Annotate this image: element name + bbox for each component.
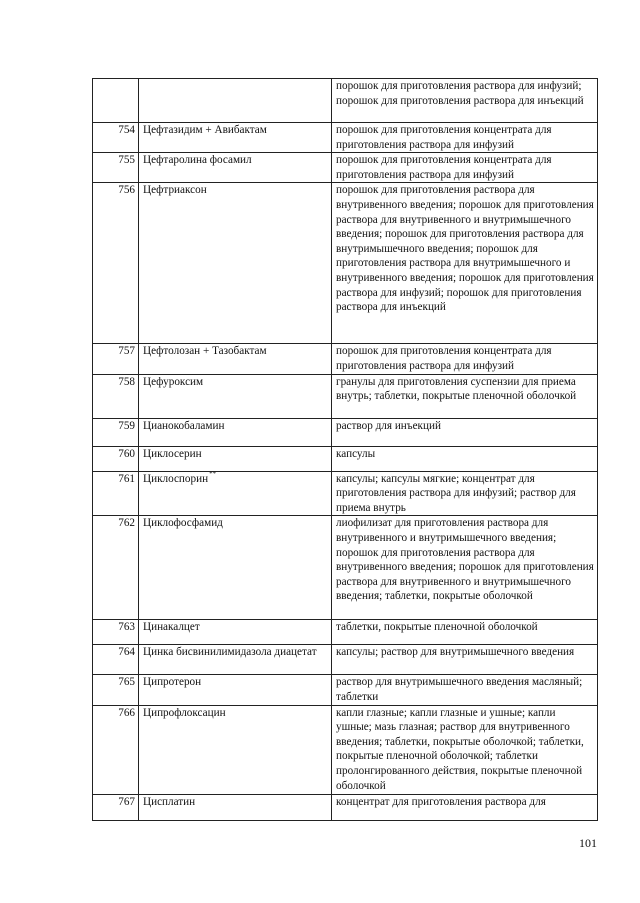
drug-name: Ципрофлоксацин [143,706,226,719]
row-number: 762 [93,516,139,620]
drug-name: Циклофосфамид [143,517,223,530]
table-row [93,374,598,418]
drug-name: Цианокобаламин [143,419,225,432]
table-row [93,79,598,123]
dosage-form-cell: порошок для приготовления раствора для инфузий; порошок для приготовления раствора для инъекций [332,79,598,123]
dosage-form-cell: капли глазные; капли глазные и ушные; капли ушные; мазь глазная; раствор для внутривенного введения; таблетки, покрытые оболочкой; таблетки, покрытые пленочной оболочкой; таблетки пролонгированного действия, покрытые пленочной оболочкой [332,705,598,794]
table-row [93,153,598,183]
dosage-form-cell: порошок для приготовления концентрата для приготовления раствора для инфузий [332,123,598,153]
drug-name: Цефтолозан + Тазобактам [143,345,267,358]
drug-list-body [93,79,598,821]
table-row [93,446,598,471]
row-number: 761 [93,471,139,516]
dosage-form-cell: концентрат для приготовления раствора для [332,794,598,820]
drug-name-cell [139,705,332,794]
row-number: 755 [93,153,139,183]
drug-name: Ципротерон [143,676,202,689]
dosage-form-cell: капсулы [332,446,598,471]
drug-name: Цинакалцет [143,621,200,634]
drug-name: Цефтазидим + Авибактам [143,124,267,136]
drug-name: Цисплатин [143,795,196,808]
table-row [93,516,598,620]
row-number: 756 [93,183,139,344]
page-number: 101 [579,836,597,850]
drug-name-cell [139,516,332,620]
row-number: 760 [93,446,139,471]
drug-name-cell [139,418,332,446]
row-number: 758 [93,374,139,418]
dosage-form-cell: порошок для приготовления раствора для внутривенного введения; порошок для приготовления раствора для внутривенного и внутримышечного введения; порошок для приготовления раствора для внутримышечного введения; порошок для приготовления раствора для внутримышечного и внутривенного введения; порошок для приготовления раствора для инфузий; порошок для приготовления раствора для инъекций [332,183,598,344]
row-number: 764 [93,645,139,675]
table-row [93,344,598,374]
table-row [93,705,598,794]
table-row [93,794,598,820]
drug-name: Цефуроксим [143,375,204,388]
row-number [93,79,139,123]
row-number: 767 [93,794,139,820]
table-row [93,183,598,344]
table-row [93,123,598,153]
dosage-form-cell: раствор для инъекций [332,418,598,446]
row-number: 754 [93,123,139,153]
drug-name-cell [139,446,332,471]
drug-name-cell [139,794,332,820]
dosage-form-cell: лиофилизат для приготовления раствора для внутривенного и внутримышечного введения; порошок для приготовления раствора для внутривенного введения; порошок для приготовления раствора для внутривенного и внутримышечного введения; таблетки, покрытые оболочкой [332,516,598,620]
drug-name-cell [139,620,332,645]
drug-list-table [92,78,598,821]
drug-name-cell [139,153,332,183]
row-number: 759 [93,418,139,446]
drug-name-cell [139,471,332,516]
drug-name: Цефтаролина фосамил [143,154,252,167]
row-number: 766 [93,705,139,794]
table-row [93,620,598,645]
dosage-form-cell: порошок для приготовления концентрата для приготовления раствора для инфузий [332,153,598,183]
row-number: 757 [93,344,139,374]
drug-name: Циклоспорин [143,472,209,485]
row-number: 763 [93,620,139,645]
drug-name: Цефтриаксон [143,184,207,197]
drug-name-cell [139,123,332,153]
row-number: 765 [93,675,139,705]
footnote-mark: ** [209,471,217,478]
drug-name-cell [139,675,332,705]
table-row [93,418,598,446]
drug-name-cell [139,374,332,418]
dosage-form-cell: таблетки, покрытые пленочной оболочкой [332,620,598,645]
table-row [93,645,598,675]
table-row [93,675,598,705]
drug-name: Циклосерин [143,447,202,460]
dosage-form-cell: гранулы для приготовления суспензии для приема внутрь; таблетки, покрытые пленочной оболочкой [332,374,598,418]
drug-name-cell [139,344,332,374]
dosage-form-cell: капсулы; капсулы мягкие; концентрат для приготовления раствора для инфузий; раствор для приема внутрь [332,471,598,516]
table-row [93,471,598,516]
drug-name: Цинка бисвинилимидазола диацетат [143,646,317,659]
drug-name-cell [139,183,332,344]
dosage-form-cell: порошок для приготовления концентрата для приготовления раствора для инфузий [332,344,598,374]
dosage-form-cell: раствор для внутримышечного введения масляный; таблетки [332,675,598,705]
drug-name-cell [139,79,332,123]
drug-name-cell [139,645,332,675]
dosage-form-cell: капсулы; раствор для внутримышечного введения [332,645,598,675]
